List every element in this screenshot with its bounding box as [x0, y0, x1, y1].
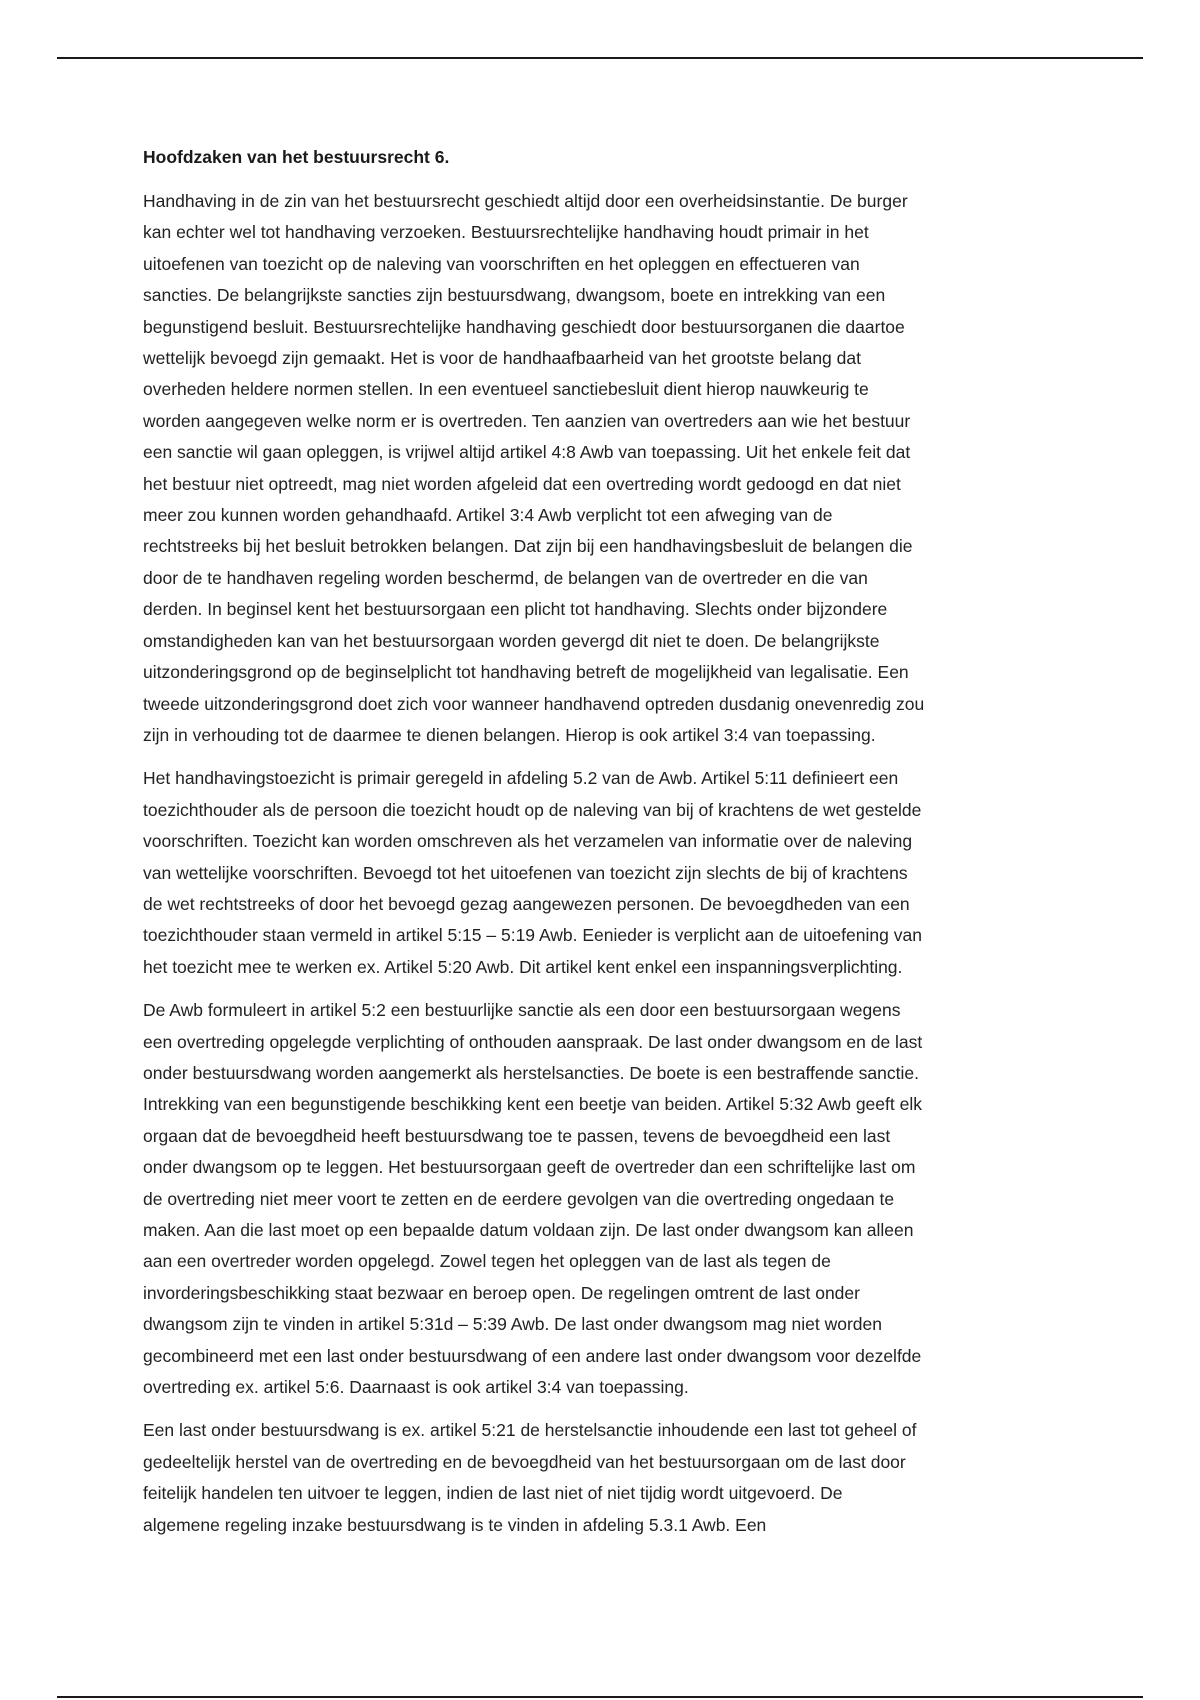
paragraph-line: uitzonderingsgrond op de beginselplicht tot handhaving betreft de mogelijkheid van legalisatie. Een — [143, 662, 909, 683]
paragraph-list — [143, 186, 1063, 1541]
paragraph-line: dwangsom zijn te vinden in artikel 5:31d – 5:39 Awb. De last onder dwangsom mag niet worden — [143, 1314, 882, 1335]
paragraph-line: begunstigend besluit. Bestuursrechtelijke handhaving geschiedt door bestuursorganen die daartoe — [143, 316, 905, 337]
paragraph-line: orgaan dat de bevoegdheid heeft bestuursdwang toe te passen, tevens de bevoegdheid een last — [143, 1125, 891, 1146]
paragraph — [143, 1415, 1063, 1541]
paragraph-line: onder dwangsom op te leggen. Het bestuursorgaan geeft de overtreder dan een schriftelijke last om — [143, 1157, 916, 1178]
paragraph — [143, 763, 1063, 983]
paragraph-line: invorderingsbeschikking staat bezwaar en beroep open. De regelingen omtrent de last onder — [143, 1282, 860, 1303]
paragraph-line: een sanctie wil gaan opleggen, is vrijwel altijd artikel 4:8 Awb van toepassing. Uit het enkele feit dat — [143, 442, 911, 463]
paragraph-line: wettelijk bevoegd zijn gemaakt. Het is voor de handhaafbaarheid van het grootste belang dat — [143, 348, 861, 369]
paragraph-line: het toezicht mee te werken ex. Artikel 5:20 Awb. Dit artikel kent enkel een inspanningsverplichting. — [143, 956, 903, 977]
paragraph — [143, 186, 1063, 751]
paragraph-line: toezichthouder als de persoon die toezicht houdt op de naleving van bij of krachtens de wet gestelde — [143, 799, 922, 820]
paragraph-line: door de te handhaven regeling worden beschermd, de belangen van de overtreder en die van — [143, 567, 868, 588]
paragraph-line: Handhaving in de zin van het bestuursrecht geschiedt altijd door een overheidsinstantie. De burger — [143, 191, 908, 211]
paragraph-line: feitelijk handelen ten uitvoer te leggen, indien de last niet of niet tijdig wordt uitgevoerd. De — [143, 1483, 843, 1504]
paragraph-line: kan echter wel tot handhaving verzoeken. Bestuursrechtelijke handhaving houdt primair in het — [143, 222, 869, 243]
bottom-rule — [57, 1696, 1143, 1698]
paragraph-line: gecombineerd met een last onder bestuursdwang of een andere last onder dwangsom voor dezelfde — [143, 1345, 922, 1366]
paragraph-line: overtreding ex. artikel 5:6. Daarnaast is ook artikel 3:4 van toepassing. — [143, 1377, 689, 1398]
paragraph-line: maken. Aan die last moet op een bepaalde datum voldaan zijn. De last onder dwangsom kan alleen — [143, 1220, 914, 1240]
top-rule — [57, 57, 1143, 59]
paragraph-line: gedeeltelijk herstel van de overtreding en de bevoegdheid van het bestuursorgaan om de last door — [143, 1451, 906, 1472]
paragraph-line: toezichthouder staan vermeld in artikel 5:15 – 5:19 Awb. Eenieder is verplicht aan de uitoefening van — [143, 925, 922, 946]
paragraph-line: aan een overtreder worden opgelegd. Zowel tegen het opleggen van de last als tegen de — [143, 1251, 831, 1272]
paragraph-line: tweede uitzonderingsgrond doet zich voor wanneer handhavend optreden dusdanig onevenredig zou — [143, 693, 925, 714]
document-title: Hoofdzaken van het bestuursrecht 6. — [143, 147, 450, 167]
paragraph — [143, 995, 1063, 1403]
paragraph-line: een overtreding opgelegde verplichting of onthouden aanspraak. De last onder dwangsom en de last — [143, 1031, 923, 1052]
paragraph-line: zijn in verhouding tot de daarmee te dienen belangen. Hierop is ook artikel 3:4 van toepassing. — [143, 724, 876, 745]
paragraph-line: de wet rechtstreeks of door het bevoegd gezag aangewezen personen. De bevoegdheden van een — [143, 893, 910, 914]
paragraph-line: omstandigheden kan van het bestuursorgaan worden gevergd dit niet te doen. De belangrijkste — [143, 630, 880, 651]
paragraph-line: van wettelijke voorschriften. Bevoegd tot het uitoefenen van toezicht zijn slechts de bij of krachtens — [143, 862, 908, 883]
paragraph-line: Een last onder bestuursdwang is ex. artikel 5:21 de herstelsanctie inhoudende een last tot geheel of — [143, 1420, 917, 1441]
paragraph-line: algemene regeling inzake bestuursdwang is te vinden in afdeling 5.3.1 Awb. Een — [143, 1514, 767, 1535]
paragraph-line: uitoefenen van toezicht op de naleving van voorschriften en het opleggen en effectueren van — [143, 253, 860, 274]
paragraph-line: Intrekking van een begunstigende beschikking kent een beetje van beiden. Artikel 5:32 Awb geeft elk — [143, 1094, 922, 1115]
paragraph-line: derden. In beginsel kent het bestuursorgaan een plicht tot handhaving. Slechts onder bijzondere — [143, 599, 888, 620]
paragraph-line: worden aangegeven welke norm er is overtreden. Ten aanzien van overtreders aan wie het bestuur — [143, 410, 911, 431]
paragraph-line: voorschriften. Toezicht kan worden omschreven als het verzamelen van informatie over de naleving — [143, 831, 913, 852]
paragraph-line: overheden heldere normen stellen. In een eventueel sanctiebesluit dient hierop nauwkeurig te — [143, 379, 869, 400]
paragraph-line: De Awb formuleert in artikel 5:2 een bestuurlijke sanctie als een door een bestuursorgaan wegens — [143, 1000, 901, 1021]
paragraph-line: sancties. De belangrijkste sancties zijn bestuursdwang, dwangsom, boete en intrekking van een — [143, 285, 886, 306]
paragraph-line: Het handhavingstoezicht is primair geregeld in afdeling 5.2 van de Awb. Artikel 5:11 definieert een — [143, 768, 899, 789]
paragraph-line: rechtstreeks bij het besluit betrokken belangen. Dat zijn bij een handhavingsbesluit de belangen die — [143, 536, 913, 557]
document-body — [143, 142, 1063, 1553]
paragraph-line: onder bestuursdwang worden aangemerkt als herstelsancties. De boete is een bestraffende sanctie. — [143, 1062, 919, 1083]
paragraph-line: het bestuur niet optreedt, mag niet worden afgeleid dat een overtreding wordt gedoogd en dat niet — [143, 473, 901, 494]
paragraph-line: de overtreding niet meer voort te zetten en de eerdere gevolgen van die overtreding ongedaan te — [143, 1188, 895, 1209]
paragraph-line: meer zou kunnen worden gehandhaafd. Artikel 3:4 Awb verplicht tot een afweging van de — [143, 505, 833, 526]
